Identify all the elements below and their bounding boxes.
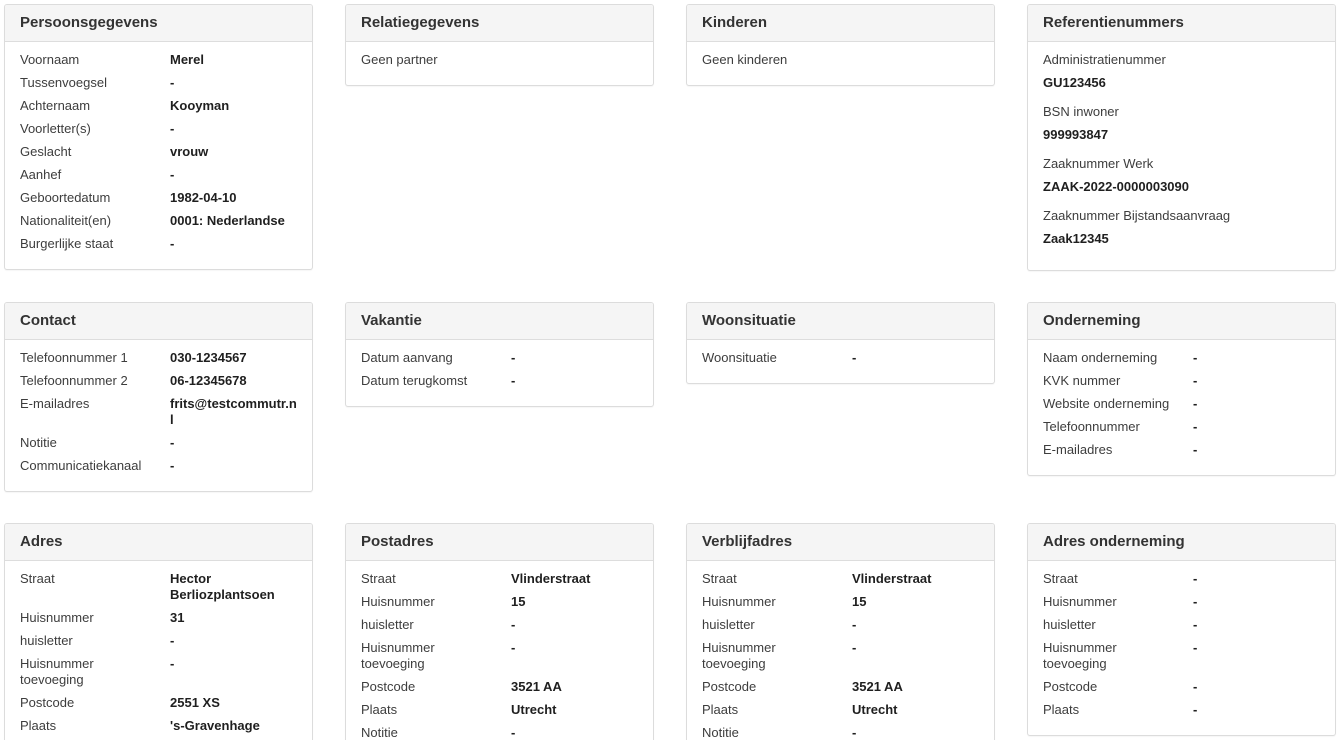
field-label: Website onderneming: [1043, 396, 1170, 411]
card-onderneming-title: Onderneming: [1028, 303, 1335, 340]
field-value: Utrecht: [852, 702, 898, 717]
field-value: 's-Gravenhage: [170, 718, 260, 733]
card-postadres-title: Postadres: [346, 524, 653, 561]
field-label: huisletter: [1043, 617, 1096, 632]
empty-state-text: Geen kinderen: [702, 52, 788, 67]
field-label: Datum terugkomst: [361, 373, 468, 388]
field-label: Notitie: [702, 725, 739, 740]
field-label: Telefoonnummer 2: [20, 373, 128, 388]
card-verblijfadres: [686, 523, 995, 740]
field-label: Straat: [1043, 571, 1078, 586]
field-row: [361, 350, 641, 366]
field-value: -: [170, 633, 175, 648]
field-value: -: [511, 640, 516, 655]
card-body: [346, 42, 653, 85]
field-row: [702, 640, 982, 672]
field-value: -: [1193, 373, 1198, 388]
field-value: -: [1193, 571, 1198, 586]
field-label: Naam onderneming: [1043, 350, 1158, 365]
field-row: [20, 98, 300, 114]
field-value: -: [511, 373, 516, 388]
field-label: Plaats: [1043, 702, 1080, 717]
field-value: 999993847: [1043, 127, 1109, 142]
field-label: Huisnummer toevoeging: [702, 640, 776, 671]
field-label: E-mailadres: [1043, 442, 1113, 457]
field-value: 31: [170, 610, 185, 625]
field-row: [20, 610, 300, 626]
field-row: [361, 702, 641, 718]
field-label: KVK nummer: [1043, 373, 1121, 388]
field-value: -: [1193, 594, 1198, 609]
field-row: [20, 190, 300, 206]
field-value: ZAAK-2022-0000003090: [1043, 179, 1189, 194]
field-label: Plaats: [361, 702, 398, 717]
field-label: Huisnummer toevoeging: [20, 656, 94, 687]
card-verblijfadres-title: Verblijfadres: [687, 524, 994, 561]
field-row: [20, 144, 300, 160]
field-row: [20, 396, 300, 428]
field-row: [1043, 640, 1323, 672]
field-value: -: [170, 75, 175, 90]
field-pair: [1043, 156, 1323, 195]
field-value: -: [1193, 442, 1198, 457]
field-row: [20, 167, 300, 183]
field-value: -: [170, 121, 175, 136]
field-row: [702, 679, 982, 695]
field-label: Notitie: [20, 435, 57, 450]
field-label: Communicatiekanaal: [20, 458, 142, 473]
field-value: -: [170, 167, 175, 182]
field-value: -: [852, 617, 857, 632]
field-value: Merel: [170, 52, 204, 67]
field-row: [361, 679, 641, 695]
field-label: Telefoonnummer: [1043, 419, 1140, 434]
card-woonsituatie-title: Woonsituatie: [687, 303, 994, 340]
field-row: [1043, 702, 1323, 718]
card-body: [1028, 561, 1335, 735]
card-onderneming: [1027, 302, 1336, 476]
field-value: GU123456: [1043, 75, 1106, 90]
field-label: Huisnummer toevoeging: [361, 640, 435, 671]
field-row: [20, 718, 300, 734]
field-row: [361, 725, 641, 740]
field-row: [702, 350, 982, 366]
field-label: huisletter: [702, 617, 755, 632]
field-label: Straat: [702, 571, 737, 586]
field-value: -: [170, 458, 175, 473]
card-kinderen-title: Kinderen: [687, 5, 994, 42]
field-label: Burgerlijke staat: [20, 236, 114, 251]
card-body: [346, 561, 653, 740]
field-label: Nationaliteit(en): [20, 213, 112, 228]
field-label: Postcode: [20, 695, 75, 710]
card-postadres: [345, 523, 654, 740]
field-row: [361, 594, 641, 610]
field-label: Aanhef: [20, 167, 62, 182]
field-value: -: [1193, 350, 1198, 365]
card-body: [5, 42, 312, 269]
field-row: [702, 702, 982, 718]
field-label: Postcode: [1043, 679, 1098, 694]
field-value: Zaak12345: [1043, 231, 1109, 246]
field-label: Postcode: [702, 679, 757, 694]
field-row: [361, 571, 641, 587]
field-row: [702, 725, 982, 740]
field-value: -: [1193, 617, 1198, 632]
field-row: [702, 594, 982, 610]
field-label: Achternaam: [20, 98, 91, 113]
field-label: Voorletter(s): [20, 121, 91, 136]
field-pair: [1043, 208, 1323, 247]
field-value: Hector Berliozplantsoen: [170, 571, 275, 602]
card-adres-onderneming-title: Adres onderneming: [1028, 524, 1335, 561]
field-label: Geslacht: [20, 144, 72, 159]
card-relatiegegevens: [345, 4, 654, 86]
field-value: -: [511, 617, 516, 632]
field-value: -: [170, 435, 175, 450]
field-label: Huisnummer: [20, 610, 94, 625]
field-pair: [1043, 52, 1323, 91]
field-row: [361, 640, 641, 672]
field-row: [1043, 442, 1323, 458]
field-row: [1043, 617, 1323, 633]
field-value: -: [1193, 702, 1198, 717]
field-pair: [1043, 104, 1323, 143]
field-label: Huisnummer: [1043, 594, 1117, 609]
field-row: [361, 373, 641, 389]
card-adres: [4, 523, 313, 740]
field-value: 0001: Nederlandse: [170, 213, 285, 228]
card-woonsituatie: [686, 302, 995, 384]
field-row: [20, 695, 300, 711]
field-row: [361, 617, 641, 633]
card-body: [5, 340, 312, 491]
field-label: Huisnummer: [361, 594, 435, 609]
field-value: 030-1234567: [170, 350, 247, 365]
field-label: Postcode: [361, 679, 416, 694]
card-body: [687, 42, 994, 85]
field-value: 15: [511, 594, 526, 609]
field-value: frits@testcommutr.nl: [170, 396, 297, 427]
card-persoonsgegevens: [4, 4, 313, 270]
card-body: [5, 561, 312, 740]
field-value: Vlinderstraat: [511, 571, 591, 586]
field-label: Straat: [361, 571, 396, 586]
field-value: -: [1193, 640, 1198, 655]
field-label: Geboortedatum: [20, 190, 111, 205]
card-contact-title: Contact: [5, 303, 312, 340]
field-row: [20, 236, 300, 252]
card-body: [1028, 42, 1335, 270]
field-value: -: [170, 236, 175, 251]
field-row: [702, 617, 982, 633]
field-label: Plaats: [20, 718, 57, 733]
field-row: [20, 656, 300, 688]
field-label: E-mailadres: [20, 396, 90, 411]
field-row: [1043, 373, 1323, 389]
field-row: [20, 458, 300, 474]
field-label: Administratienummer: [1043, 52, 1166, 67]
field-value: -: [511, 725, 516, 740]
card-persoonsgegevens-title: Persoonsgegevens: [5, 5, 312, 42]
field-value: -: [852, 350, 857, 365]
field-value: -: [1193, 396, 1198, 411]
card-relatiegegevens-title: Relatiegegevens: [346, 5, 653, 42]
field-label: Straat: [20, 571, 55, 586]
field-value: -: [852, 640, 857, 655]
field-value: 15: [852, 594, 867, 609]
field-label: Voornaam: [20, 52, 80, 67]
card-vakantie: [345, 302, 654, 407]
field-label: BSN inwoner: [1043, 104, 1119, 119]
field-label: huisletter: [361, 617, 414, 632]
field-label: Notitie: [361, 725, 398, 740]
card-referentienummers: [1027, 4, 1336, 271]
card-kinderen: [686, 4, 995, 86]
field-row: [20, 75, 300, 91]
field-row: [20, 121, 300, 137]
field-row: [1043, 419, 1323, 435]
field-value: vrouw: [170, 144, 209, 159]
field-row: [20, 213, 300, 229]
card-body: [1028, 340, 1335, 475]
card-contact: [4, 302, 313, 492]
field-label: huisletter: [20, 633, 73, 648]
field-label: Telefoonnummer 1: [20, 350, 128, 365]
field-row: [20, 633, 300, 649]
empty-state-text: Geen partner: [361, 52, 438, 67]
card-body: [687, 340, 994, 383]
field-row: [20, 52, 300, 68]
field-value: 06-12345678: [170, 373, 247, 388]
field-label: Zaaknummer Werk: [1043, 156, 1154, 171]
field-row: [20, 373, 300, 389]
field-row: [20, 571, 300, 603]
card-vakantie-title: Vakantie: [346, 303, 653, 340]
card-body: [687, 561, 994, 740]
field-label: Woonsituatie: [702, 350, 777, 365]
card-adres-onderneming: [1027, 523, 1336, 736]
field-row: [1043, 679, 1323, 695]
field-label: Huisnummer: [702, 594, 776, 609]
field-label: Huisnummer toevoeging: [1043, 640, 1117, 671]
field-label: Tussenvoegsel: [20, 75, 107, 90]
field-value: Kooyman: [170, 98, 230, 113]
field-value: -: [1193, 679, 1198, 694]
field-value: -: [170, 656, 175, 671]
card-referentienummers-title: Referentienummers: [1028, 5, 1335, 42]
field-value: -: [1193, 419, 1198, 434]
field-row: [1043, 396, 1323, 412]
field-row: [1043, 594, 1323, 610]
field-row: [702, 571, 982, 587]
field-label: Zaaknummer Bijstandsaanvraag: [1043, 208, 1231, 223]
field-label: Datum aanvang: [361, 350, 453, 365]
field-value: 2551 XS: [170, 695, 220, 710]
card-adres-title: Adres: [5, 524, 312, 561]
field-value: 1982-04-10: [170, 190, 237, 205]
field-value: 3521 AA: [511, 679, 562, 694]
field-row: [20, 435, 300, 451]
field-value: Utrecht: [511, 702, 557, 717]
field-value: -: [852, 725, 857, 740]
card-body: [346, 340, 653, 406]
field-row: [20, 350, 300, 366]
field-value: 3521 AA: [852, 679, 903, 694]
field-value: Vlinderstraat: [852, 571, 932, 586]
field-row: [1043, 571, 1323, 587]
field-value: -: [511, 350, 516, 365]
field-row: [1043, 350, 1323, 366]
field-label: Plaats: [702, 702, 739, 717]
